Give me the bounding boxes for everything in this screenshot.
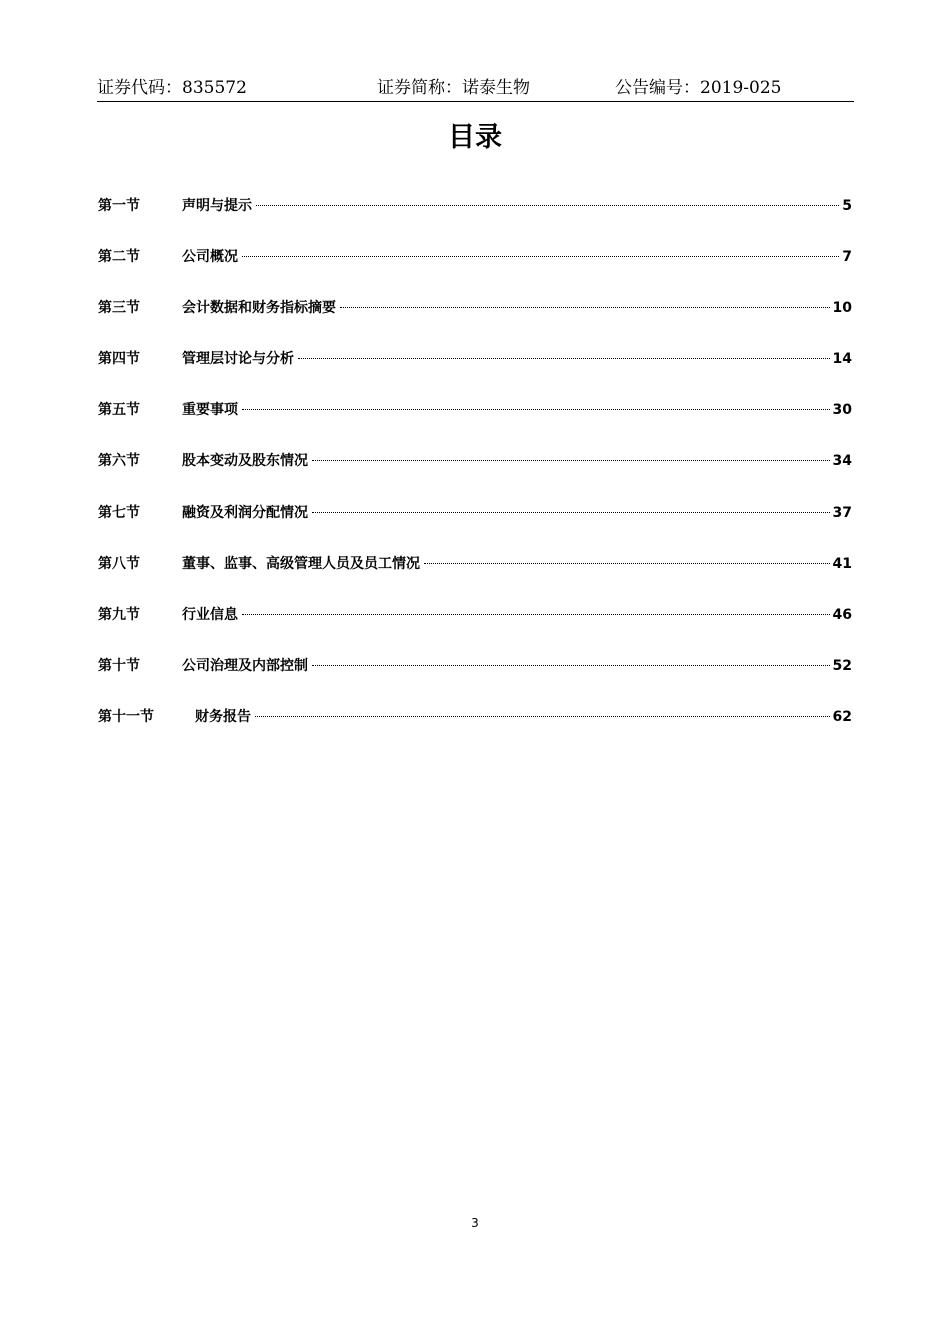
- toc-page-number: 10: [832, 300, 852, 317]
- toc-section-number: 第七节: [98, 504, 140, 521]
- toc-section-title: 董事、监事、高级管理人员及员工情况: [182, 555, 420, 572]
- toc-dot-leader: [312, 665, 830, 666]
- toc-dot-leader: [242, 409, 830, 410]
- toc-dot-leader: [242, 256, 839, 257]
- table-of-contents: [98, 196, 852, 758]
- toc-dot-leader: [424, 563, 830, 564]
- toc-section-title: 公司概况: [182, 249, 238, 266]
- toc-page-number: 7: [842, 249, 852, 266]
- toc-section-number: 第八节: [98, 555, 140, 572]
- toc-dot-leader: [256, 205, 839, 206]
- toc-section-number: 第二节: [98, 249, 140, 266]
- toc-dot-leader: [312, 512, 830, 513]
- toc-dot-leader: [312, 460, 830, 461]
- header-divider: [97, 101, 854, 102]
- toc-entry[interactable]: [98, 298, 852, 349]
- page-header: [97, 76, 854, 100]
- toc-section-title: 重要事项: [182, 402, 238, 419]
- toc-dot-leader: [255, 716, 830, 717]
- toc-section-number: 第十节: [98, 657, 140, 674]
- toc-entry[interactable]: [98, 400, 852, 451]
- toc-entry[interactable]: [98, 451, 852, 502]
- security-code: 证券代码：835572: [97, 78, 247, 98]
- toc-page-number: 41: [832, 555, 852, 572]
- toc-dot-leader: [242, 614, 830, 615]
- toc-page-number: 46: [832, 606, 852, 623]
- toc-section-title: 声明与提示: [182, 198, 252, 214]
- toc-page-number: 14: [832, 351, 852, 368]
- toc-section-title: 股本变动及股东情况: [182, 453, 308, 470]
- toc-section-title: 行业信息: [182, 606, 238, 623]
- toc-entry[interactable]: [98, 503, 852, 554]
- toc-page-number: 52: [832, 657, 852, 674]
- toc-entry[interactable]: [98, 247, 852, 298]
- toc-page-number: 34: [832, 453, 852, 470]
- toc-entry[interactable]: [98, 196, 852, 247]
- security-name: 证券简称：诺泰生物: [377, 78, 530, 98]
- toc-entry[interactable]: [98, 554, 852, 605]
- toc-section-title: 财务报告: [195, 708, 251, 725]
- toc-section-number: 第九节: [98, 606, 140, 623]
- toc-page-number: 30: [832, 402, 852, 419]
- toc-section-number: 第一节: [98, 198, 140, 214]
- page-number: 3: [471, 1216, 479, 1230]
- announcement-number: 公告编号：2019-025: [615, 78, 782, 98]
- toc-section-number: 第四节: [98, 351, 140, 368]
- toc-page-number: 62: [832, 708, 852, 725]
- toc-dot-leader: [298, 358, 830, 359]
- toc-page-number: 5: [842, 198, 852, 214]
- toc-dot-leader: [340, 307, 830, 308]
- toc-page-number: 37: [832, 504, 852, 521]
- toc-entry[interactable]: [98, 656, 852, 707]
- toc-section-number: 第五节: [98, 402, 140, 419]
- toc-section-number: 第三节: [98, 300, 140, 317]
- toc-section-title: 会计数据和财务指标摘要: [182, 300, 336, 317]
- page-title: 目录: [448, 122, 502, 153]
- toc-section-title: 管理层讨论与分析: [182, 351, 294, 368]
- toc-entry[interactable]: [98, 605, 852, 656]
- toc-entry[interactable]: [98, 349, 852, 400]
- toc-entry[interactable]: [98, 707, 852, 758]
- toc-section-number: 第十一节: [98, 708, 154, 725]
- toc-section-number: 第六节: [98, 453, 140, 470]
- toc-section-title: 公司治理及内部控制: [182, 657, 308, 674]
- toc-section-title: 融资及利润分配情况: [182, 504, 308, 521]
